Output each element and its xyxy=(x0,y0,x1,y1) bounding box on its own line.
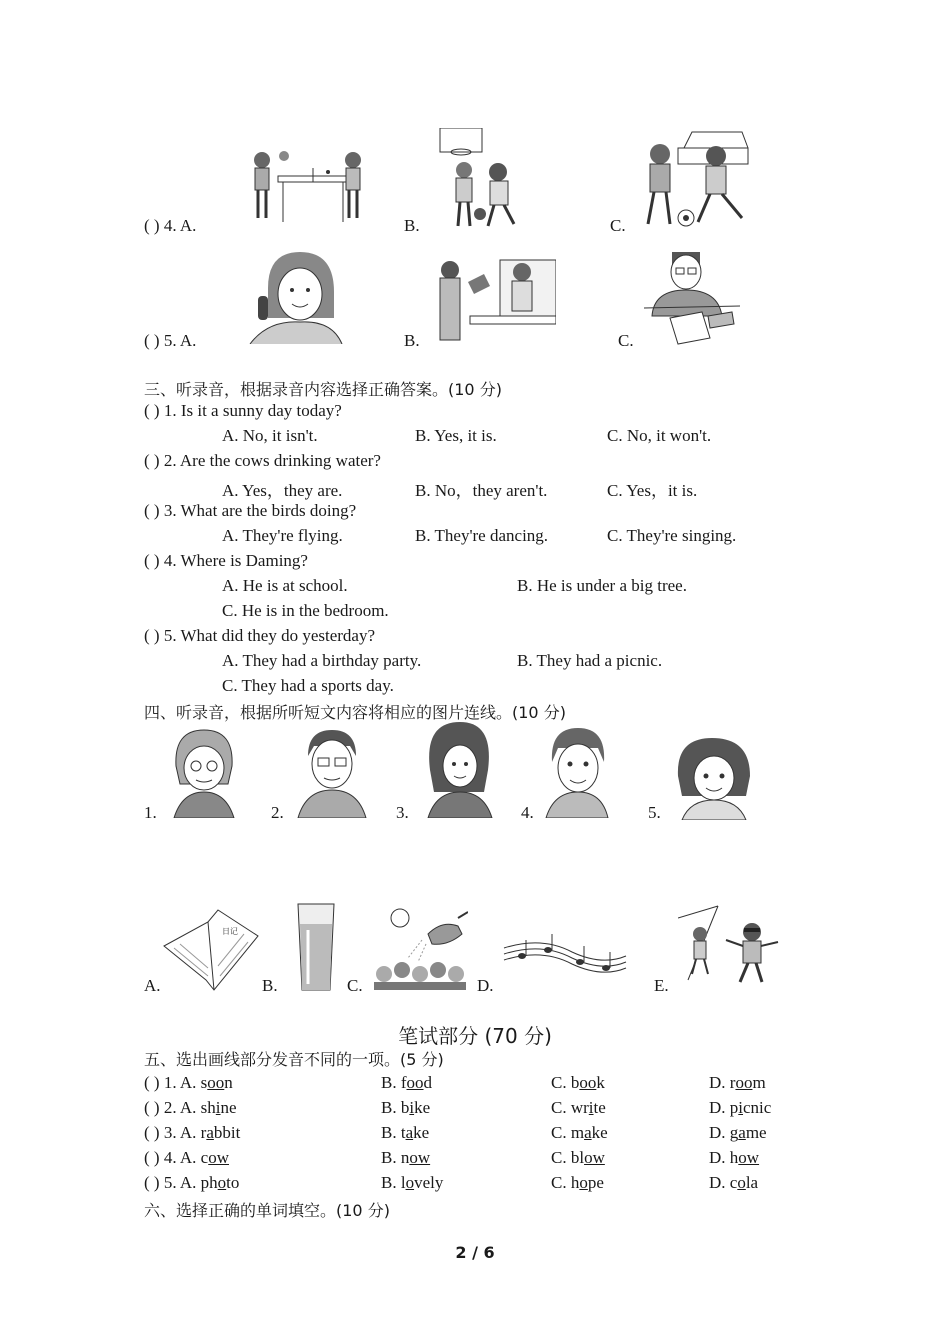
s5-row2-option-d[interactable]: D. picnic xyxy=(709,1098,772,1117)
q2-item5-c-label: C. xyxy=(618,331,634,350)
q2-item5-b-label: B. xyxy=(404,331,420,350)
s5-row3-option-c[interactable]: C. make xyxy=(551,1123,608,1142)
q2-item4-c-label: C. xyxy=(610,216,626,235)
s3-q4-option-a[interactable]: A. He is at school. xyxy=(222,576,348,595)
s3-q1-option-b[interactable]: B. Yes, it is. xyxy=(415,426,497,445)
thing-b-label: B. xyxy=(262,976,278,995)
s5-row4-option-d[interactable]: D. how xyxy=(709,1148,760,1167)
grandma-picture[interactable] xyxy=(168,726,240,818)
thing-c-label: C. xyxy=(347,976,363,995)
s5-row3-option-d[interactable]: D. game xyxy=(709,1123,767,1142)
s5-row3-option-b[interactable]: B. take xyxy=(381,1123,430,1142)
s3-q2-option-c[interactable]: C. Yes，it is. xyxy=(607,481,698,500)
diary-text: 日记 xyxy=(222,927,238,936)
s5-row2-option-b[interactable]: B. bike xyxy=(381,1098,431,1117)
write-letter-picture[interactable] xyxy=(644,246,740,350)
s3-q5-stem: ( ) 5. What did they do yesterday? xyxy=(144,626,376,645)
s3-q2-option-b[interactable]: B. No，they aren't. xyxy=(415,481,548,500)
s5-row5-option-c[interactable]: C. hope xyxy=(551,1173,604,1192)
section5-header: 五、选出画线部分发音不同的一项。(5 分) xyxy=(144,1050,444,1069)
s5-row1-option-b[interactable]: B. food xyxy=(381,1073,432,1092)
s5-row5-option-d[interactable]: D. cola xyxy=(709,1173,759,1192)
s3-q1-stem: ( ) 1. Is it a sunny day today? xyxy=(144,401,342,420)
person-5-label: 5. xyxy=(648,803,661,822)
boy-picture[interactable] xyxy=(544,726,610,818)
person-4-label: 4. xyxy=(521,803,534,822)
s5-row1-stem: ( ) 1. A. soon xyxy=(144,1073,233,1092)
s3-q4-option-b[interactable]: B. He is under a big tree. xyxy=(517,576,687,595)
football-picture[interactable] xyxy=(638,128,756,230)
section3-header: 三、听录音，根据录音内容选择正确答案。(10 分) xyxy=(144,380,502,399)
table-tennis-picture[interactable] xyxy=(248,148,376,226)
s3-q4-stem: ( ) 4. Where is Daming? xyxy=(144,551,308,570)
s3-q5-option-c[interactable]: C. They had a sports day. xyxy=(222,676,394,695)
music-notes-picture[interactable] xyxy=(502,932,628,982)
s3-q1-option-a[interactable]: A. No, it isn't. xyxy=(222,426,318,445)
person-2-label: 2. xyxy=(271,803,284,822)
section4-header: 四、听录音，根据所听短文内容将相应的图片连线。(10 分) xyxy=(144,703,566,722)
diary-book-picture[interactable] xyxy=(162,906,260,992)
s5-row2-option-c[interactable]: C. write xyxy=(551,1098,606,1117)
thing-d-label: D. xyxy=(477,976,494,995)
glass-of-water-picture[interactable] xyxy=(294,900,338,994)
s3-q3-option-b[interactable]: B. They're dancing. xyxy=(415,526,549,545)
q2-item4-label: ( ) 4. A. xyxy=(144,216,197,235)
watering-flowers-picture[interactable] xyxy=(372,904,468,994)
woman-picture[interactable] xyxy=(424,720,494,818)
s5-row3-stem: ( ) 3. A. rabbit xyxy=(144,1123,241,1142)
person-1-label: 1. xyxy=(144,803,157,822)
s5-row4-stem: ( ) 4. A. cow xyxy=(144,1148,229,1167)
thing-a-label: A. xyxy=(144,976,161,995)
s5-row5-option-b[interactable]: B. lovely xyxy=(381,1173,444,1192)
s3-q2-stem: ( ) 2. Are the cows drinking water? xyxy=(144,451,381,470)
s5-row1-option-d[interactable]: D. room xyxy=(709,1073,766,1092)
q2-item4-b-label: B. xyxy=(404,216,420,235)
s5-row4-option-c[interactable]: C. blow xyxy=(551,1148,605,1167)
thing-e-label: E. xyxy=(654,976,669,995)
s3-q3-option-a[interactable]: A. They're flying. xyxy=(222,526,343,545)
s3-q5-option-a[interactable]: A. They had a birthday party. xyxy=(222,651,422,670)
section6-header: 六、选择正确的单词填空。(10 分) xyxy=(144,1201,390,1220)
give-flowers-picture[interactable] xyxy=(430,256,556,342)
basketball-picture[interactable] xyxy=(436,128,532,230)
s3-q4-option-c[interactable]: C. He is in the bedroom. xyxy=(222,601,389,620)
q2-item5-label: ( ) 5. A. xyxy=(144,331,197,350)
person-3-label: 3. xyxy=(396,803,409,822)
s5-row2-stem: ( ) 2. A. shine xyxy=(144,1098,237,1117)
s3-q5-option-b[interactable]: B. They had a picnic. xyxy=(517,651,663,670)
s5-row1-option-c[interactable]: C. book xyxy=(551,1073,605,1092)
s3-q2-option-a[interactable]: A. Yes，they are. xyxy=(222,481,343,500)
s5-row4-option-b[interactable]: B. now xyxy=(381,1148,431,1167)
man-with-glasses-picture[interactable] xyxy=(294,726,370,818)
s3-q1-option-c[interactable]: C. No, it won't. xyxy=(607,426,712,445)
s3-q3-stem: ( ) 3. What are the birds doing? xyxy=(144,501,357,520)
s5-row5-stem: ( ) 5. A. photo xyxy=(144,1173,240,1192)
phone-call-picture[interactable] xyxy=(248,248,344,344)
page-number: 2 / 6 xyxy=(455,1243,495,1262)
blindfold-game-picture[interactable] xyxy=(678,904,780,984)
girl-picture[interactable] xyxy=(672,736,756,820)
written-part-title: 笔试部分 (70 分) xyxy=(398,1024,552,1048)
s3-q3-option-c[interactable]: C. They're singing. xyxy=(607,526,737,545)
